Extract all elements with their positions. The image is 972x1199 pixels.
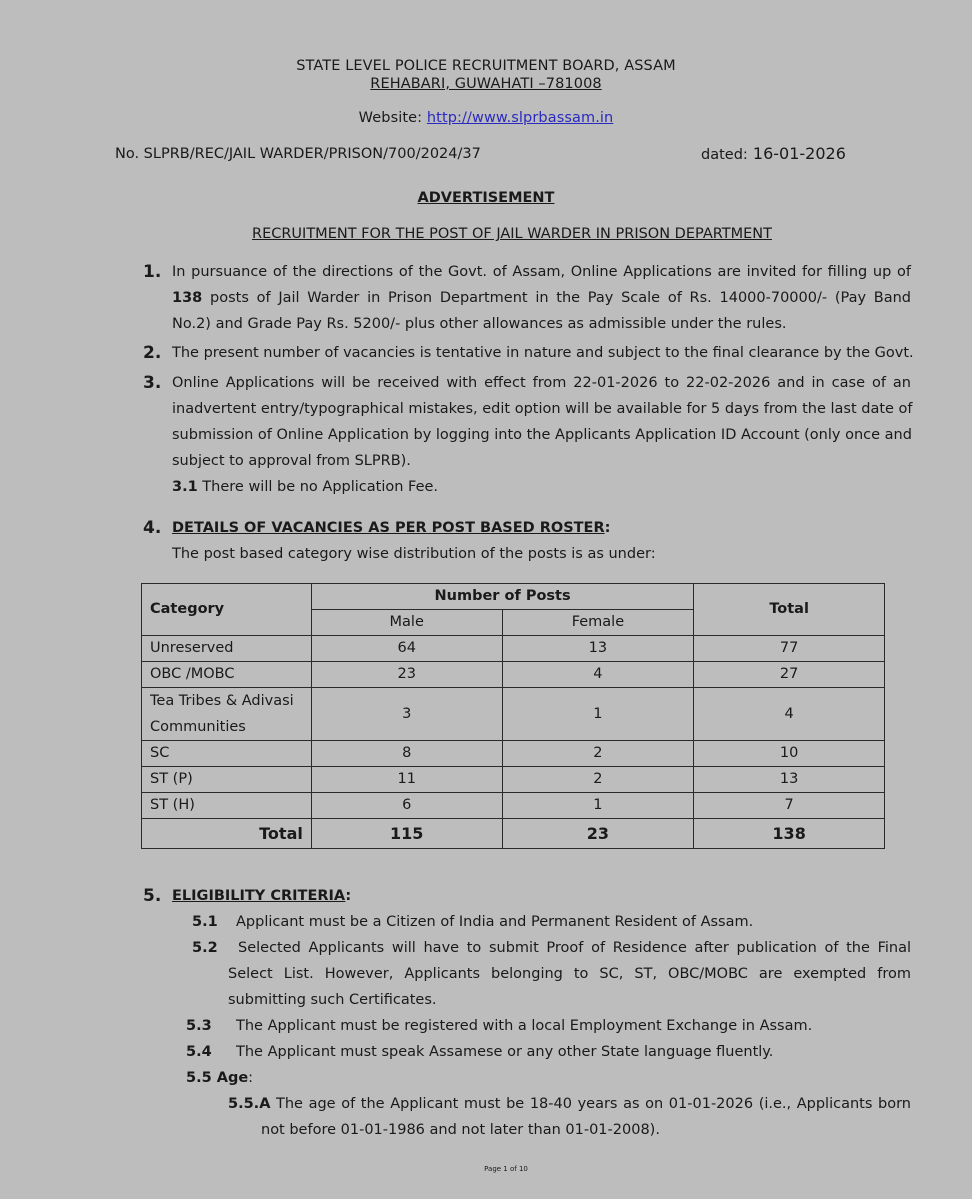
para5-heading-colon: : (345, 888, 352, 904)
row-total: 27 (694, 662, 885, 688)
row-category: ST (P) (142, 767, 312, 793)
row-male: 23 (311, 662, 502, 688)
website-line (0, 110, 972, 126)
para1-posts-count: 138 (172, 290, 203, 306)
row-female: 2 (502, 767, 694, 793)
para3-line3: submission of Online Application by logging into the Applicants Application ID Account (only once and (172, 427, 912, 443)
row-total: 13 (694, 767, 885, 793)
para1-line1: In pursuance of the directions of the Govt. of Assam, Online Applications are invited for filling up of (172, 264, 911, 280)
s52-line2: Select List. However, Applicants belonging to SC, ST, OBC/MOBC are exempted from (228, 966, 911, 982)
para4-heading-colon: : (604, 520, 611, 536)
para3-line1: Online Applications will be received with effect from 22-01-2026 to 22-02-2026 and in case of an (172, 375, 911, 391)
advertisement-title (0, 190, 972, 206)
s55-colon: : (248, 1070, 254, 1086)
para3-line4: subject to approval from SLPRB). (172, 453, 411, 469)
row-total: 4 (694, 688, 885, 741)
row-female: 13 (502, 636, 694, 662)
header-female: Female (502, 610, 694, 636)
row-male: 11 (311, 767, 502, 793)
row-category: ST (H) (142, 793, 312, 819)
para1-line2 (172, 290, 911, 306)
s51-text: Applicant must be a Citizen of India and Permanent Resident of Assam. (236, 914, 754, 930)
para4-heading-text: DETAILS OF VACANCIES AS PER POST BASED ROSTER (172, 520, 605, 536)
total-male: 115 (311, 819, 502, 849)
row-total: 77 (694, 636, 885, 662)
header-category: Category (142, 584, 312, 636)
table-total-row (142, 819, 885, 849)
s52-number: 5.2 (192, 940, 218, 956)
header-male: Male (311, 610, 502, 636)
para5-number: 5. (143, 886, 162, 906)
table-row (142, 636, 885, 662)
table-row (142, 741, 885, 767)
para5-heading-text: ELIGIBILITY CRITERIA (172, 888, 346, 904)
s55-number: 5.5 Age (186, 1070, 249, 1086)
s55a-number: 5.5.A (228, 1096, 271, 1112)
total-label: Total (142, 819, 312, 849)
para3-line2: inadvertent entry/typographical mistakes, edit option will be available for 5 days from the last date of (172, 401, 913, 417)
para1-number: 1. (143, 262, 162, 282)
s53-text: The Applicant must be registered with a local Employment Exchange in Assam. (236, 1018, 813, 1034)
table-row (142, 793, 885, 819)
s53-number: 5.3 (186, 1018, 212, 1034)
row-total: 10 (694, 741, 885, 767)
s52-line1: Selected Applicants will have to submit Proof of Residence after publication of the Final (238, 940, 911, 956)
row-category: Unreserved (142, 636, 312, 662)
para3-number: 3. (143, 373, 162, 393)
para4-heading (172, 520, 610, 536)
para4-intro: The post based category wise distribution of the posts is as under: (172, 546, 656, 562)
s52-line3: submitting such Certificates. (228, 992, 437, 1008)
org-address-text: REHABARI, GUWAHATI –781008 (370, 76, 602, 92)
recruitment-subtitle (26, 226, 972, 242)
para4-number: 4. (143, 518, 162, 538)
advertisement-title-text: ADVERTISEMENT (417, 190, 555, 206)
recruitment-subtitle-text: RECRUITMENT FOR THE POST OF JAIL WARDER IN PRISON DEPARTMENT (252, 226, 772, 242)
website-label: Website: (358, 110, 423, 126)
row-category: OBC /MOBC (142, 662, 312, 688)
table-header-row (142, 584, 885, 610)
website-link[interactable]: http://www.slprbassam.in (426, 110, 614, 126)
row-total: 7 (694, 793, 885, 819)
para1-line3: No.2) and Grade Pay Rs. 5200/- plus other allowances as admissible under the rules. (172, 316, 787, 332)
para2-number: 2. (143, 343, 162, 363)
para1-line2-text: posts of Jail Warder in Prison Department in the Pay Scale of Rs. 14000-70000/- (Pay Band (210, 290, 911, 306)
row-category-line1: Tea Tribes & Adivasi (150, 693, 294, 709)
page-footer: Page 1 of 10 (484, 1165, 528, 1173)
row-female: 2 (502, 741, 694, 767)
reference-number: No. SLPRB/REC/JAIL WARDER/PRISON/700/2024/37 (115, 146, 481, 162)
vacancy-table (141, 583, 885, 849)
org-name: STATE LEVEL POLICE RECRUITMENT BOARD, ASSAM (296, 58, 676, 74)
date-label: dated: (701, 147, 748, 163)
total-total: 138 (694, 819, 885, 849)
row-male: 3 (311, 688, 502, 741)
para3-sub-text: There will be no Application Fee. (202, 479, 439, 495)
para5-heading (172, 888, 351, 904)
table-row (142, 662, 885, 688)
table-row (142, 767, 885, 793)
row-female: 1 (502, 793, 694, 819)
org-address (0, 76, 972, 92)
row-male: 6 (311, 793, 502, 819)
row-female: 4 (502, 662, 694, 688)
total-female: 23 (502, 819, 694, 849)
row-category-line2: Communities (150, 719, 246, 735)
s55a-line2: not before 01-01-1986 and not later than 01-01-2008). (261, 1122, 660, 1138)
table-row (142, 688, 885, 741)
s51-number: 5.1 (192, 914, 218, 930)
row-female: 1 (502, 688, 694, 741)
para2-line1: The present number of vacancies is tentative in nature and subject to the final clearance by the Govt. (172, 345, 914, 361)
row-male: 64 (311, 636, 502, 662)
para3-sub-number: 3.1 (172, 479, 198, 495)
s55-heading (186, 1070, 253, 1086)
s54-number: 5.4 (186, 1044, 212, 1060)
para3-sub (172, 479, 911, 495)
row-category: SC (142, 741, 312, 767)
header-total: Total (694, 584, 885, 636)
s55a-line1: The age of the Applicant must be 18-40 years as on 01-01-2026 (i.e., Applicants born (276, 1096, 911, 1112)
s54-text: The Applicant must speak Assamese or any other State language fluently. (236, 1044, 774, 1060)
date-value: 16-01-2026 (752, 144, 846, 163)
date-line (701, 144, 846, 163)
row-male: 8 (311, 741, 502, 767)
row-category (142, 688, 312, 741)
header-number-of-posts: Number of Posts (311, 584, 693, 610)
